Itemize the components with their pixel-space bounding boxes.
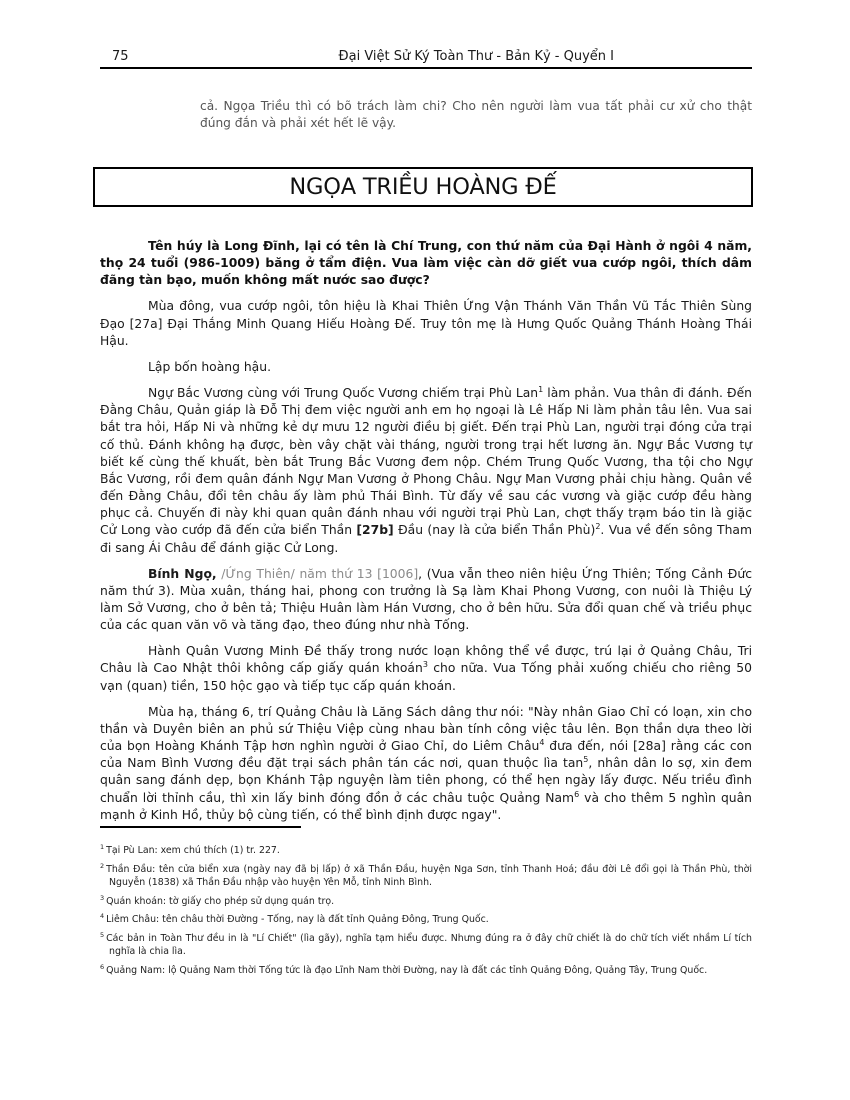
paragraph: Lập bốn hoàng hậu. [148,359,271,374]
paragraph [100,566,752,635]
footnote [100,844,752,858]
section-title: NGỌA TRIỀU HOÀNG ĐẾ [289,174,557,200]
footnote-number: 3 [100,893,105,902]
footnote-number: 5 [100,930,105,939]
footnote-text: Liêm Châu: tên châu thời Đường - Tống, nay là đất tỉnh Quảng Đông, Trung Quốc. [106,914,489,925]
footnote-number: 6 [100,962,105,971]
page-header [100,49,752,67]
footnote-ref[interactable]: 3 [422,660,428,670]
text-run: Đầu (nay là cửa biển Thần Phù) [393,523,596,538]
footnote [100,964,752,978]
text-run: , nhân dân lo sợ, xin đem quân sang đánh dẹp, bọn Khánh Tập nguyện làm tiên phong, có thể hẹn ngày lấy được. Nếu triều đình chuẩn lời thỉnh cầu, thì xin lấy binh đóng đồn ở các châu tuộc Quảng Nam [100,756,753,805]
text-run: và cho thêm 5 nghìn quân mạnh ở Kinh Hồ, thủy bộ cùng tiến, có thể bình định được ngay". [100,790,752,822]
footnote-ref[interactable]: 5 [583,755,589,765]
text-run: cho nữa. Vua Tống phải xuống chiếu cho riêng 50 vạn (quan) tiền, 150 hộc gạo và tiếp tục cấp quán khoán. [100,661,752,693]
text-run: Hành Quân Vương Minh Đề thấy trong nước loạn không thể về được, trú lại ở Quảng Châu, Tri Châu là Cao Nhật thôi không cấp giấy quán khoán [100,644,752,676]
footnote-text: Quảng Nam: lộ Quảng Nam thời Tống tức là đạo Lĩnh Nam thời Đường, nay là đất các tỉnh Quảng Đông, Quảng Tây, Trung Quốc. [106,964,708,976]
footnote-text: Tại Pù Lan: xem chú thích (1) tr. 227. [106,845,280,856]
section-title-box [93,167,753,207]
footnote-ref[interactable]: 1 [538,384,544,394]
intro-paragraph: cả. Ngọa Triều thì có bõ trách làm chi? Cho nên người làm vua tất phải cư xử cho thật đúng đắn và phải xét hết lẽ vậy. [200,99,752,130]
page-marker: [27b] [356,523,394,538]
text-run: làm phản. Vua thân đi đánh. Đến Đằng Châu, Quản giáp là Đỗ Thị đem việc người anh em họ ngoại là Lê Hấp Ni làm phản tâu lên. Vua sai bắt tra hỏi, Hấp Ni và những kẻ dự mưu 12 người điều bị giết. Đến trại Phù Lan, người trại đóng cửa trại cố thủ. Đánh không hạ được, bèn vây chặt vài tháng, người trong trại hết lương ăn. Ngự Bắc Vương tự biết kế cùng thế khuất, bèn bắt Trung Bắc Vương đem nộp. Chém Trung Quốc Vương, tha tội cho Ngự Bắc Vương, rồi đem quân đánh Ngự Man Vương ở Phong Châu. Ngự Man Vương phải chịu hàng. Quân về đến Đằng Châu, đổi tên châu ấy làm phủ Thái Bình. Từ đấy về sau các vương và giặc cướp đều hàng phục cả. Chuyến đi này khi quan quân đánh nhau với người trại Phù Lan, chợt thấy trạm báo tin là giặc Cử Long vào cướp đã đến cửa biển Thần [100,386,753,538]
footnote-text: Quán khoán: tờ giấy cho phép sử dụng quán trọ. [106,895,335,907]
header-rule [100,67,752,69]
footnote-text: Các bản in Toàn Thư đều in là "Lí Chiết" (lìa gãy), nghĩa tạm hiểu được. Nhưng đúng ra ở đây chữ chiết là do chữ tích viết nhầm Lí tích nghĩa là chia lìa. [106,932,752,957]
running-title: Đại Việt Sử Ký Toàn Thư - Bản Kỷ - Quyển I [338,49,614,64]
summary-paragraph: Tên húy là Long Đĩnh, lại có tên là Chí Trung, con thứ năm của Đại Hành ở ngôi 4 năm, thọ 24 tuổi (986-1009) băng ở tẩm điện. Vua làm việc càn dỡ giết vua cướp ngôi, thích dâm đãng tàn bạo, muốn không mất nước sao được? [100,239,752,288]
text-run: Mùa hạ, tháng 6, trí Quảng Châu là Lăng Sách dâng thư nói: "Này nhân Giao Chỉ có loạn, xin cho thần và Duyên biên an phủ sứ Thiệu Việp cùng nhau bàn tính công việc tâu lên. Bọn thần dựa theo lời của bọn Hoàng Khánh Tập hơn nghìn người ở Giao Chỉ, do Liêm Châu [100,704,752,754]
footnote [100,932,752,959]
footnote-ref[interactable]: 2 [595,522,601,532]
body-text [100,238,752,833]
footnotes [100,844,752,982]
paragraph [100,643,752,694]
footnote-rule [100,826,301,828]
footnote-text: Thần Đầu: tên cửa biển xưa (ngày nay đã bị lấp) ở xã Thần Đầu, huyện Nga Sơn, tỉnh Thanh Hoá; đầu đời Lê đổi gọi là Thần Phù, thời Nguyễn (1838) xã Thần Đầu nhập vào huyện Yên Mỗ, tỉnh Ninh Bình. [106,863,752,888]
paragraph: Mùa đông, vua cướp ngôi, tôn hiệu là Khai Thiên Ứng Vận Thánh Văn Thần Vũ Tắc Thiên Sùng Đạo [27a] Đại Thắng Minh Quang Hiếu Hoàng Đế. Truy tôn mẹ là Hưng Quốc Quảng Thánh Hoàng Thái Hậu. [100,299,752,348]
page-number: 75 [112,49,129,64]
footnote-ref[interactable]: 4 [539,737,545,747]
footnote [100,863,752,890]
footnote-number: 4 [100,912,105,920]
footnote-number: 1 [100,843,105,851]
footnote-number: 2 [100,861,105,870]
text-run: . Vua về đến sông Tham đi sang Ái Châu để đánh giặc Cử Long. [100,523,752,555]
text-run: , (Vua vẫn theo niên hiệu Ứng Thiên; Tống Cảnh Đức năm thứ 3). Mùa xuân, tháng hai, phong con trưởng là Sạ làm Khai Phong Vương, con nuôi là Thiệu Lý làm Sở Vương, cho ở bên tả; Thiệu Huân làm Hán Vương, cho ở bên hữu. Sửa đổi quan chế và triều phục của các quan văn võ và tăng đạo, theo đúng như nhà Tống. [100,566,752,633]
footnote-ref[interactable]: 6 [574,789,580,799]
paragraph [100,704,752,824]
text-run: đưa đến, nói [28a] rằng các con của Nam Bình Vương đều đặt trại sách phân tán các nơi, quan thuộc lìa tan [100,739,752,771]
footnote [100,913,752,927]
year-heading: Bính Ngọ, [148,566,217,581]
text-run: Ngự Bắc Vương cùng với Trung Quốc Vương chiếm trại Phù Lan [148,386,539,401]
reign-annotation: /Ứng Thiên/ năm thứ 13 [1006] [216,566,419,581]
footnote [100,895,752,909]
paragraph [100,385,752,557]
